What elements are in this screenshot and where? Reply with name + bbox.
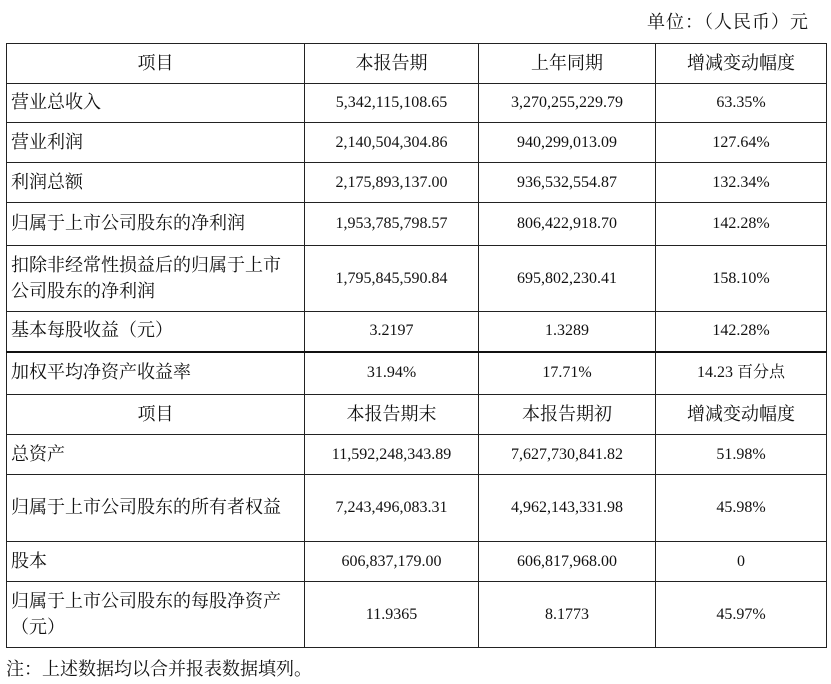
cell-prior: 936,532,554.87 <box>479 163 656 203</box>
header-change: 增减变动幅度 <box>656 395 827 435</box>
unit-label: 单位：（人民币）元 <box>647 12 809 33</box>
cell-prior: 806,422,918.70 <box>479 203 656 246</box>
cell-change: 158.10% <box>656 246 827 312</box>
header-change: 增减变动幅度 <box>656 44 827 84</box>
table-row <box>7 475 827 542</box>
financial-data-table <box>6 43 827 648</box>
cell-prior: 940,299,013.09 <box>479 123 656 163</box>
table-row <box>7 123 827 163</box>
cell-change: 45.98% <box>656 475 827 542</box>
cell-current: 11.9365 <box>305 582 479 648</box>
row-label: 总资产 <box>7 435 305 475</box>
cell-current: 3.2197 <box>305 312 479 352</box>
cell-current: 7,243,496,083.31 <box>305 475 479 542</box>
cell-prior: 4,962,143,331.98 <box>479 475 656 542</box>
table-row <box>7 352 827 395</box>
table-row <box>7 542 827 582</box>
header-item: 项目 <box>7 44 305 84</box>
row-label: 营业总收入 <box>7 84 305 123</box>
cell-prior: 606,817,968.00 <box>479 542 656 582</box>
header-item: 项目 <box>7 395 305 435</box>
cell-current: 1,795,845,590.84 <box>305 246 479 312</box>
cell-current: 2,140,504,304.86 <box>305 123 479 163</box>
cell-change: 142.28% <box>656 312 827 352</box>
row-label: 归属于上市公司股东的所有者权益 <box>7 475 305 542</box>
header-current-period: 本报告期 <box>305 44 479 84</box>
cell-prior: 8.1773 <box>479 582 656 648</box>
cell-current: 606,837,179.00 <box>305 542 479 582</box>
cell-change: 45.97% <box>656 582 827 648</box>
cell-current: 1,953,785,798.57 <box>305 203 479 246</box>
cell-prior: 1.3289 <box>479 312 656 352</box>
row-label: 利润总额 <box>7 163 305 203</box>
cell-change: 127.64% <box>656 123 827 163</box>
cell-change: 63.35% <box>656 84 827 123</box>
row-label: 营业利润 <box>7 123 305 163</box>
cell-current: 2,175,893,137.00 <box>305 163 479 203</box>
table-row <box>7 163 827 203</box>
cell-change: 132.34% <box>656 163 827 203</box>
header-period-end: 本报告期末 <box>305 395 479 435</box>
cell-prior: 3,270,255,229.79 <box>479 84 656 123</box>
cell-current: 31.94% <box>305 352 479 395</box>
footnote: 注：上述数据均以合并报表数据填列。 <box>6 659 312 680</box>
cell-prior: 17.71% <box>479 352 656 395</box>
row-label: 加权平均净资产收益率 <box>7 352 305 395</box>
cell-change: 51.98% <box>656 435 827 475</box>
table-row <box>7 246 827 312</box>
table-header-row <box>7 44 827 84</box>
cell-change: 14.23 百分点 <box>656 352 827 395</box>
row-label: 基本每股收益（元） <box>7 312 305 352</box>
table-row <box>7 84 827 123</box>
cell-change: 142.28% <box>656 203 827 246</box>
row-label: 归属于上市公司股东的净利润 <box>7 203 305 246</box>
cell-prior: 7,627,730,841.82 <box>479 435 656 475</box>
table-row <box>7 582 827 648</box>
header-period-start: 本报告期初 <box>479 395 656 435</box>
row-label: 扣除非经常性损益后的归属于上市公司股东的净利润 <box>7 246 305 312</box>
row-label: 股本 <box>7 542 305 582</box>
header-prior-period: 上年同期 <box>479 44 656 84</box>
table-row <box>7 312 827 352</box>
table-row <box>7 203 827 246</box>
cell-current: 5,342,115,108.65 <box>305 84 479 123</box>
cell-change: 0 <box>656 542 827 582</box>
table-row <box>7 435 827 475</box>
cell-prior: 695,802,230.41 <box>479 246 656 312</box>
cell-current: 11,592,248,343.89 <box>305 435 479 475</box>
row-label: 归属于上市公司股东的每股净资产（元） <box>7 582 305 648</box>
table-header-row <box>7 395 827 435</box>
